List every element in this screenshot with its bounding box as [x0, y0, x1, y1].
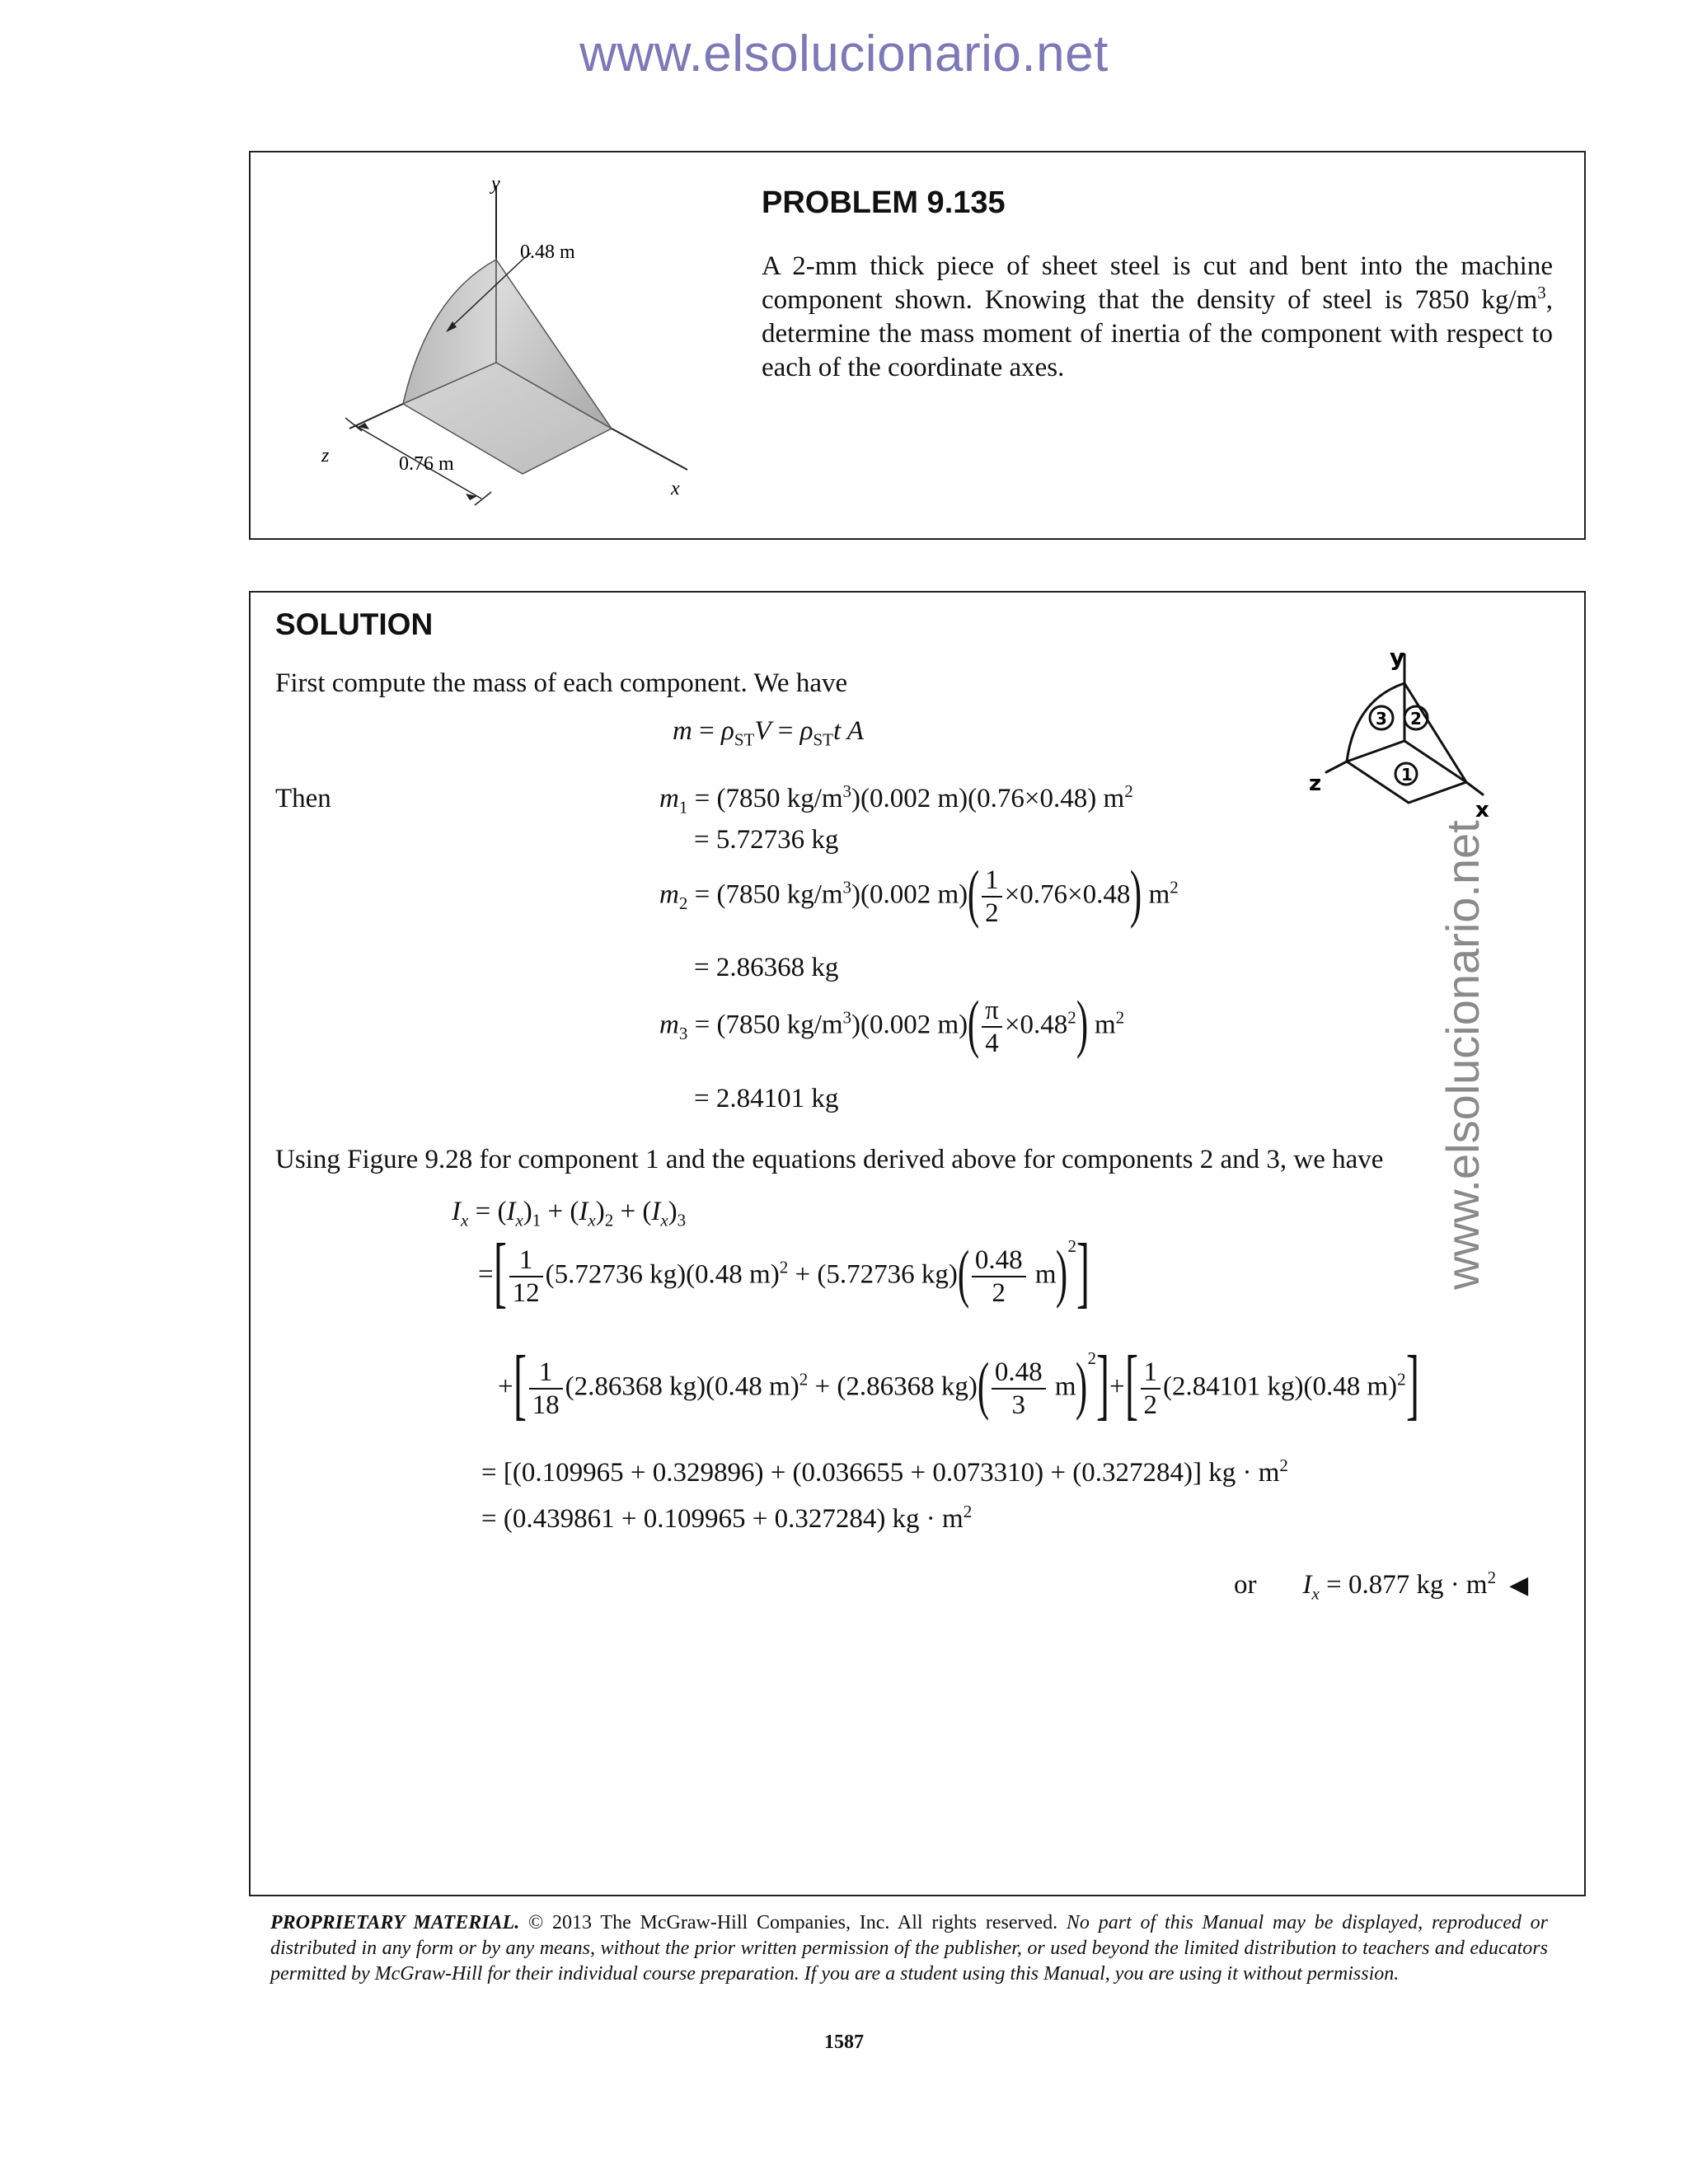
m3-equation: $m_3 = (7850$ $kg/m^3)(0.002$ m)( $\frac{\pi}{4}$ $\times 0.48^2$) $m^2$: [659, 987, 1125, 1059]
m3-value: = 2.84101 kg: [694, 1084, 839, 1113]
sketch-n1: 1: [1401, 765, 1413, 785]
using-figure-text: Using Figure 9.28 for component 1 and the equations derived above for components 2 and 3, we have: [275, 1145, 1384, 1174]
m2-value: = 2.86368 kg: [694, 953, 839, 982]
page-number: 1587: [824, 2032, 864, 2053]
ix-sum-line: = [(0.109965 + 0.329896) + (0.036655 + 0.073310) + (0.327284)] kg · $m^2$: [481, 1455, 1288, 1488]
problem-statement: A 2-mm thick piece of sheet steel is cut and bent into the machine component shown. Knowing that the density of steel is 7850 $kg/m^3$, determine the mass moment of inertia of the component with respect to each of the coordinate axes.: [762, 251, 1553, 382]
mass-formula: $m = \rho_{ST}V = \rho_{ST}t$ A: [673, 716, 864, 750]
sketch-z: z: [1309, 771, 1322, 796]
sketch-n3: 3: [1376, 709, 1387, 729]
solution-intro: First compute the mass of each component. We have: [275, 668, 848, 698]
sketch-y: y: [1390, 644, 1405, 671]
watermark-top: www.elsolucionario.net: [579, 26, 1109, 82]
ix-sum-definition: $I_x = (I_x)_1 + (I_x)_2 + (I_x)_3$: [452, 1197, 687, 1230]
m2-equation: $m_2 = (7850$ $kg/m^3)(0.002$ m)( $\frac{1}{2}$ ×0.76×0.48) $m^2$: [659, 857, 1179, 929]
sketch-n2: 2: [1410, 709, 1422, 729]
problem-figure: [284, 152, 745, 532]
label-length: 0.76 m: [399, 453, 454, 475]
m1-equation: $m_1 = (7850$ $kg/m^3)(0.002$ m)(0.76×0.48) $m^2$: [659, 781, 1133, 818]
label-radius: 0.48 m: [520, 241, 575, 263]
ix-answer: or $I_x = 0.877$ kg · $m^2$ ◀: [1234, 1568, 1529, 1604]
footer-copyright: PROPRIETARY MATERIAL. © 2013 The McGraw-Hill Companies, Inc. All rights reserved. No part of this Manual may be displayed, reproduced or distributed in any form or by any means, without the prior written permission of the publisher, or used beyond the limited distribution to teachers and educators permitted by McGraw-Hill for their individual course preparation. If you are a student using this Manual, you are using it without permission.: [270, 1912, 1548, 1985]
ix-term-2: +[ $\frac{1}{18}$ (2.86368 kg)(0.48 m)$^2$ + (2.86368 kg)( $\frac{0.48}{3}$ m)$^2$]+[ $\frac{1}{2}$ (2.84101 kg)(0.48 m)$^2$]: [498, 1339, 1419, 1427]
ix-sum-line-2: = (0.439861 + 0.109965 + 0.327284) kg · $m^2$: [481, 1502, 973, 1534]
ix-term-1: =[ $\frac{1}{12}$ (5.72736 kg)(0.48 m)$^2$ + (5.72736 kg)( $\frac{0.48}{2}$ m)$^2$]: [478, 1227, 1090, 1315]
m1-value: = 5.72736 kg: [694, 825, 839, 855]
solution-title: SOLUTION: [275, 607, 434, 641]
solution-sketch: [1281, 642, 1528, 840]
problem-title: PROBLEM 9.135: [762, 185, 1006, 220]
watermark-side: www.elsolucionario.net: [1437, 820, 1489, 1290]
then-label: Then: [275, 784, 331, 813]
problem-box: [249, 151, 1586, 540]
label-y: y: [491, 173, 500, 194]
label-x: x: [671, 478, 680, 499]
sketch-x: x: [1475, 798, 1489, 823]
label-z: z: [321, 445, 330, 466]
answer-marker-icon: ◀: [1509, 1572, 1529, 1599]
solution-box: [249, 591, 1586, 1896]
